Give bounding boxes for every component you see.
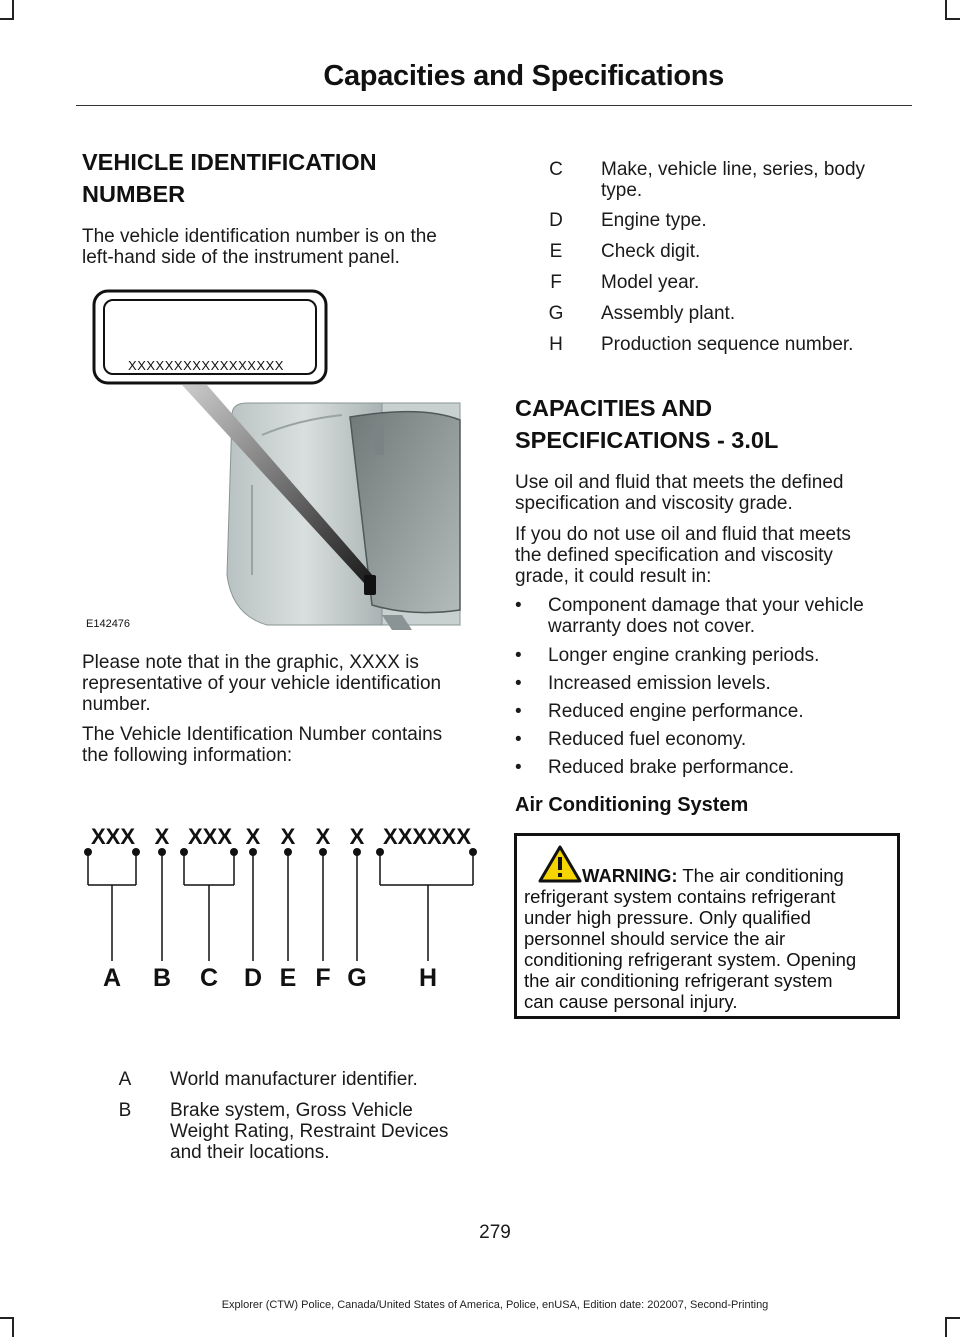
text-line: The Vehicle Identification Number contains [82, 724, 443, 745]
figure-code: E142476 [86, 618, 131, 630]
vin-letter-f: F [315, 964, 331, 992]
text-line: number. [82, 694, 151, 715]
capacities-heading-line: SPECIFICATIONS - 3.0L [515, 427, 779, 453]
legend-value [601, 159, 865, 201]
vin-breakdown-diagram [80, 815, 480, 1000]
text-line: personnel should service the air [524, 928, 786, 949]
legend-key: B [118, 1100, 132, 1121]
crop-mark [945, 18, 960, 20]
bullet-icon: • [515, 645, 522, 666]
page-number: 279 [479, 1222, 511, 1243]
vin-letter-g: G [347, 964, 367, 992]
text-line: representative of your vehicle identification [82, 673, 442, 694]
legend-key: A [118, 1069, 132, 1090]
header-divider [76, 105, 912, 106]
list-item-text: Reduced fuel economy. [548, 729, 747, 750]
vin-group-b: X [154, 824, 170, 849]
vin-contains [82, 724, 492, 766]
vin-heading-line: VEHICLE IDENTIFICATION [82, 149, 377, 175]
legend-value: Assembly plant. [601, 303, 736, 324]
legend-value [170, 1069, 418, 1090]
legend-value: Production sequence number. [601, 334, 854, 355]
vin-group-h: XXXXXX [382, 824, 472, 849]
vin-group-g: X [349, 824, 365, 849]
vin-group-d: X [245, 824, 261, 849]
capacities-paragraph-2 [515, 524, 915, 587]
crop-mark [945, 1317, 947, 1337]
text-line: The vehicle identification number is on the [82, 226, 437, 247]
vin-heading-line: NUMBER [82, 181, 186, 207]
capacities-heading [515, 392, 778, 456]
text-line: under high pressure. Only qualified [524, 907, 811, 928]
text-line: the air conditioning refrigerant system [524, 970, 833, 991]
list-item-text: Increased emission levels. [548, 673, 771, 694]
vin-placeholder-text: XXXXXXXXXXXXXXXXX [128, 358, 284, 373]
list-item-text: Reduced engine performance. [548, 701, 804, 722]
crop-mark [945, 1317, 960, 1319]
bullet-icon: • [515, 701, 522, 722]
text-line: type. [601, 180, 643, 201]
vin-letter-e: E [279, 964, 297, 992]
vin-letter-a: A [102, 964, 122, 992]
capacities-heading-line: CAPACITIES AND [515, 395, 713, 421]
text-line: can cause personal injury. [524, 991, 738, 1012]
legend-key: G [548, 303, 564, 324]
car-illustration [227, 403, 460, 630]
crop-mark [0, 18, 14, 20]
legend-key: D [549, 210, 563, 231]
vin-group-e: X [280, 824, 296, 849]
capacities-paragraph-1 [515, 472, 915, 514]
vin-letter-b: B [152, 964, 172, 992]
vin-note [82, 652, 492, 715]
warning-box [514, 833, 900, 1019]
text-line: and their locations. [170, 1142, 330, 1163]
crop-mark [12, 0, 14, 20]
legend-value: Model year. [601, 272, 700, 293]
list-item-text: Reduced brake performance. [548, 757, 795, 778]
warning-line: The air conditioning [677, 865, 844, 886]
vin-intro [82, 226, 482, 268]
text-line: Component damage that your vehicle [548, 595, 864, 616]
crop-mark [945, 0, 947, 20]
legend-value: Engine type. [601, 210, 707, 231]
vin-group-f: X [315, 824, 331, 849]
vin-letter-d: D [243, 964, 263, 992]
legend-value [170, 1100, 448, 1163]
text-line: Please note that in the graphic, XXXX is [82, 652, 419, 673]
bullet-icon: • [515, 673, 522, 694]
text-line: conditioning refrigerant system. Opening [524, 949, 857, 970]
vin-letter-h: H [418, 964, 438, 992]
text-line: grade, it could result in: [515, 566, 712, 587]
footer-text: Explorer (CTW) Police, Canada/United States of America, Police, enUSA, Edition date: 202007, Second-Printing [221, 1299, 769, 1311]
text-line: World manufacturer identifier. [170, 1069, 418, 1090]
vin-plate [94, 291, 326, 383]
crop-mark [0, 1317, 14, 1319]
legend-key: C [549, 159, 563, 180]
bullet-icon: • [515, 595, 522, 616]
text-line: specification and viscosity grade. [515, 493, 793, 514]
bullet-icon: • [515, 729, 522, 750]
text-line [524, 865, 896, 886]
ac-system-heading: Air Conditioning System [515, 794, 749, 816]
text-line: refrigerant system contains refrigerant [524, 886, 836, 907]
text-line: Make, vehicle line, series, body [601, 159, 866, 180]
text-line: the defined specification and viscosity [515, 545, 833, 566]
text-line: Use oil and fluid that meets the defined [515, 472, 844, 493]
text-line: the following information: [82, 745, 293, 766]
vin-heading [82, 146, 377, 210]
legend-key: H [549, 334, 563, 355]
text-line: warranty does not cover. [548, 616, 755, 637]
crop-mark [12, 1317, 14, 1337]
list-item-text [548, 595, 908, 637]
warning-text [524, 865, 896, 1012]
vin-group-a: XXX [90, 824, 136, 849]
legend-key: F [550, 272, 562, 293]
list-item-text: Longer engine cranking periods. [548, 645, 820, 666]
vin-letter-c: C [199, 964, 219, 992]
legend-value: Check digit. [601, 241, 701, 262]
warning-label: WARNING: [582, 865, 678, 886]
vin-group-c: XXX [187, 824, 233, 849]
text-line: Weight Rating, Restraint Devices [170, 1121, 449, 1142]
text-line: left-hand side of the instrument panel. [82, 247, 400, 268]
text-line: Brake system, Gross Vehicle [170, 1100, 413, 1121]
page-header-title: Capacities and Specifications [323, 60, 724, 92]
vin-location-figure [82, 285, 477, 635]
bullet-icon: • [515, 757, 522, 778]
text-line: If you do not use oil and fluid that meets [515, 524, 851, 545]
legend-key: E [549, 241, 563, 262]
